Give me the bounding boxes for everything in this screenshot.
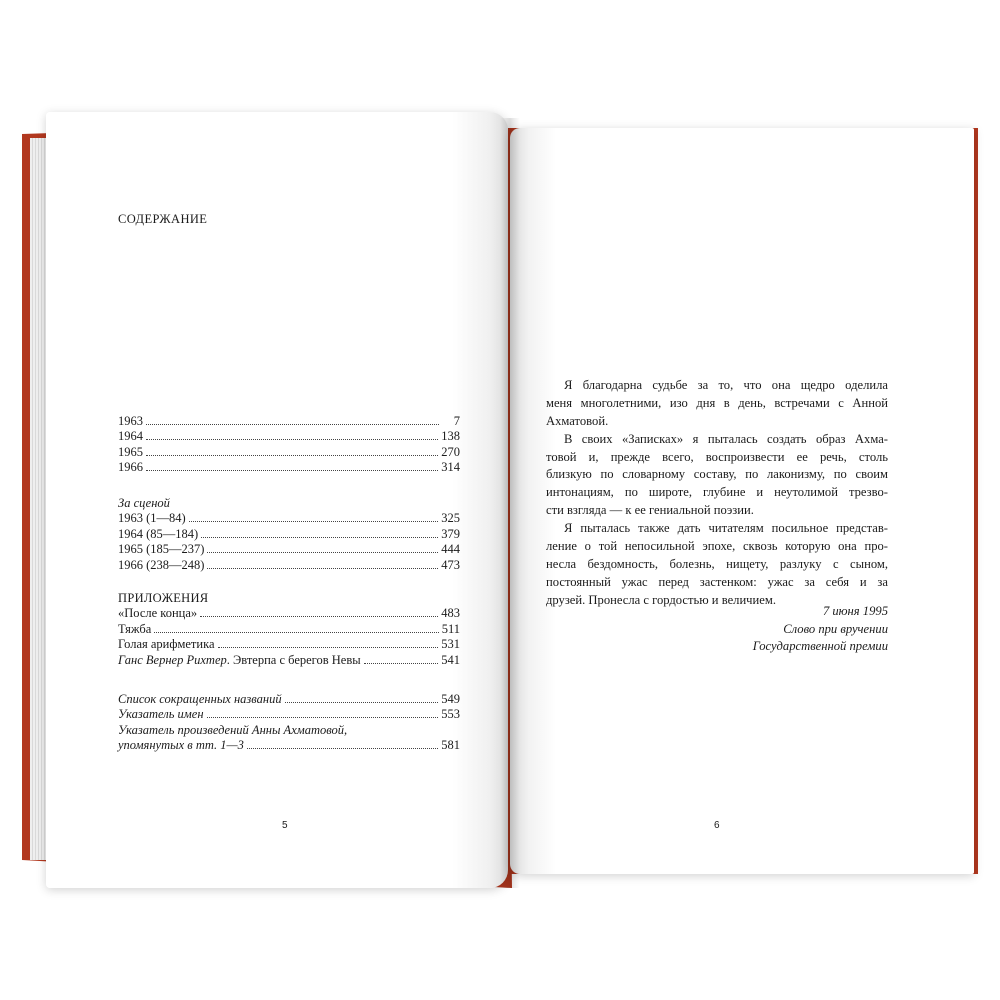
- toc-heading: СОДЕРЖАНИЕ: [118, 212, 208, 226]
- text-line: меня многолетними, изо дня в день, встречами с Анной: [546, 395, 888, 410]
- text-line: В своих «Записках» я пыталась создать образ Ахма-: [564, 431, 888, 446]
- toc-entry-line: Указатель произведений Анны Ахматовой,: [118, 722, 348, 737]
- toc-entry: 1965 270: [118, 444, 460, 459]
- text-line: ление о той непосильной эпохе, сквозь которую она про-: [546, 539, 888, 554]
- toc-entry: Тяжба 511: [118, 621, 460, 636]
- text-line: Ахматовой.: [546, 413, 609, 428]
- signature-line: Государственной премии: [752, 639, 888, 654]
- text-line: друзей. Пронесла с гордостью и величием.: [546, 592, 776, 607]
- toc-section-title: ПРИЛОЖЕНИЯ: [118, 591, 209, 605]
- text-line: близкую по словарному составу, по лаконизму, по своим: [546, 467, 888, 482]
- signature-date: 7 июня 1995: [822, 604, 888, 618]
- toc-entry: упомянутых в тт. 1—3 581: [118, 738, 460, 753]
- toc-backstage-section: [118, 496, 460, 573]
- toc-entry: Указатель имен 553: [118, 707, 460, 722]
- signature-line: Слово при вручении: [783, 621, 888, 636]
- text-line: Я благодарна судьбе за то, что она щедро оделила: [564, 378, 888, 392]
- page-number-left: 5: [282, 820, 288, 831]
- text-line: сти взгляда — к ее гениальной поэзии.: [546, 503, 754, 518]
- spine-shadow: [500, 118, 520, 888]
- toc-entry: 1965 (185—237) 444: [118, 542, 460, 557]
- toc-entry: «После конца» 483: [118, 606, 460, 621]
- toc-entry: 1963 (1—84) 325: [118, 511, 460, 526]
- signature-block: [660, 603, 888, 656]
- toc-entry: Список сокращенных названий 549: [118, 692, 460, 706]
- page-number-right: 6: [714, 820, 720, 831]
- toc-entry: 1963 7: [118, 414, 460, 428]
- toc-entry: 1966 314: [118, 460, 460, 475]
- toc-diary-section: [118, 414, 460, 476]
- toc-entry: Ганс Вернер Рихтер. Эвтерпа с берегов Невы 541: [118, 652, 460, 667]
- text-line: несла бездомность, болезнь, нищету, разлуку с сыном,: [546, 556, 888, 571]
- toc-entry: 1964 138: [118, 429, 460, 444]
- toc-entry: 1966 (238—248) 473: [118, 557, 460, 572]
- toc-index-section: [118, 692, 460, 754]
- text-line: Я пыталась также дать читателям посильное представ-: [564, 521, 888, 536]
- prose-text: [546, 377, 888, 610]
- text-line: постоянный ужас перед застенком: ужас за себя и за: [546, 574, 888, 589]
- toc-appendix-section: [118, 591, 460, 668]
- toc-entry: Голая арифметика 531: [118, 637, 460, 652]
- toc-entry: 1964 (85—184) 379: [118, 526, 460, 541]
- text-line: интонациям, по широте, глубине и неутолимой трезво-: [546, 485, 888, 500]
- toc-section-title: За сценой: [118, 496, 170, 510]
- text-line: товой и, прежде всего, воспроизвести ее речь, столь: [546, 449, 888, 464]
